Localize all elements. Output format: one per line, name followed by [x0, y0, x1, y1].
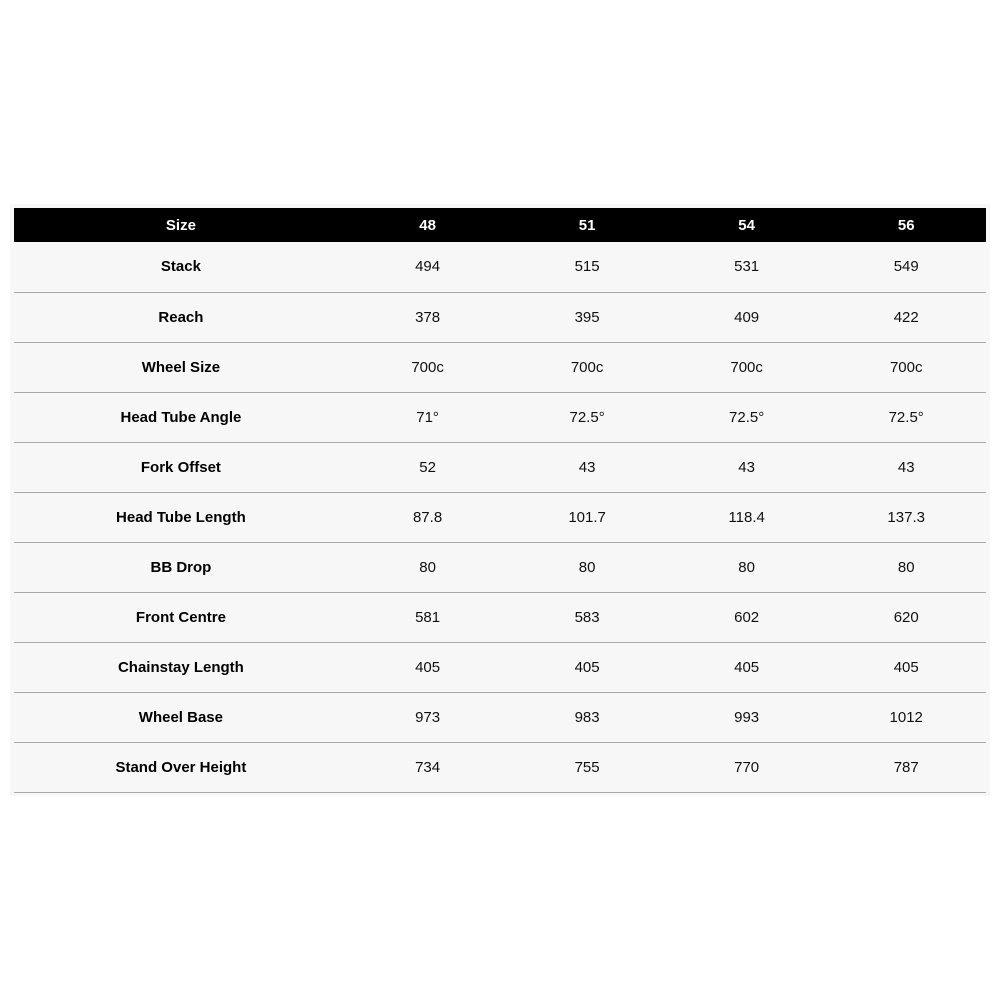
table-cell: 973	[348, 692, 508, 742]
row-label: Head Tube Angle	[14, 392, 348, 442]
table-cell: 620	[826, 592, 986, 642]
table-cell: 422	[826, 292, 986, 342]
table-cell: 700c	[667, 342, 827, 392]
table-row-front-centre	[14, 592, 986, 642]
table-cell: 787	[826, 742, 986, 792]
table-row-head-tube-length	[14, 492, 986, 542]
table-cell: 549	[826, 242, 986, 292]
table-cell: 494	[348, 242, 508, 292]
row-label: Stack	[14, 242, 348, 292]
table-cell: 983	[507, 692, 667, 742]
table-row-stack	[14, 242, 986, 292]
row-label: Reach	[14, 292, 348, 342]
header-size-54: 54	[738, 216, 755, 234]
table-cell: 80	[826, 542, 986, 592]
table-cell: 700c	[507, 342, 667, 392]
table-cell: 770	[667, 742, 827, 792]
table-cell: 72.5°	[826, 392, 986, 442]
table-row-stand-over-height	[14, 742, 986, 792]
table-cell: 583	[507, 592, 667, 642]
row-label: Wheel Base	[14, 692, 348, 742]
table-row-reach	[14, 292, 986, 342]
table-cell: 87.8	[348, 492, 508, 542]
table-cell: 405	[667, 642, 827, 692]
table-cell: 993	[667, 692, 827, 742]
table-cell: 395	[507, 292, 667, 342]
table-cell: 80	[667, 542, 827, 592]
table-cell: 80	[348, 542, 508, 592]
table-cell: 72.5°	[507, 392, 667, 442]
table-row-chainstay-length	[14, 642, 986, 692]
table-row-wheel-base	[14, 692, 986, 742]
table-row-bb-drop	[14, 542, 986, 592]
table-cell: 700c	[826, 342, 986, 392]
table-cell: 531	[667, 242, 827, 292]
table-cell: 101.7	[507, 492, 667, 542]
table-cell: 52	[348, 442, 508, 492]
table-cell: 602	[667, 592, 827, 642]
row-label: Head Tube Length	[14, 492, 348, 542]
table-cell: 378	[348, 292, 508, 342]
table-cell: 43	[826, 442, 986, 492]
row-label: Wheel Size	[14, 342, 348, 392]
table-row-wheel-size	[14, 342, 986, 392]
table-cell: 405	[348, 642, 508, 692]
row-label: BB Drop	[14, 542, 348, 592]
header-size-label: Size	[165, 216, 196, 234]
table-cell: 405	[507, 642, 667, 692]
table-cell: 71°	[348, 392, 508, 442]
row-label: Fork Offset	[14, 442, 348, 492]
table-cell: 581	[348, 592, 508, 642]
geometry-table	[14, 208, 986, 793]
table-header	[14, 208, 986, 242]
table-cell: 137.3	[826, 492, 986, 542]
table-cell: 1012	[826, 692, 986, 742]
table-cell: 405	[826, 642, 986, 692]
table-cell: 409	[667, 292, 827, 342]
header-size-56: 56	[897, 216, 915, 234]
header-size-51: 51	[578, 216, 596, 234]
header-row	[14, 208, 986, 242]
row-label: Front Centre	[14, 592, 348, 642]
table-cell: 700c	[348, 342, 508, 392]
table-cell: 43	[667, 442, 827, 492]
row-label: Stand Over Height	[14, 742, 348, 792]
table-cell: 72.5°	[667, 392, 827, 442]
table-cell: 515	[507, 242, 667, 292]
table-cell: 43	[507, 442, 667, 492]
table-body	[14, 242, 986, 792]
table-cell: 80	[507, 542, 667, 592]
table-row-head-tube-angle	[14, 392, 986, 442]
header-size-48: 48	[419, 216, 436, 234]
table-cell: 118.4	[667, 492, 827, 542]
table-row-fork-offset	[14, 442, 986, 492]
table-cell: 755	[507, 742, 667, 792]
row-label: Chainstay Length	[14, 642, 348, 692]
table-cell: 734	[348, 742, 508, 792]
